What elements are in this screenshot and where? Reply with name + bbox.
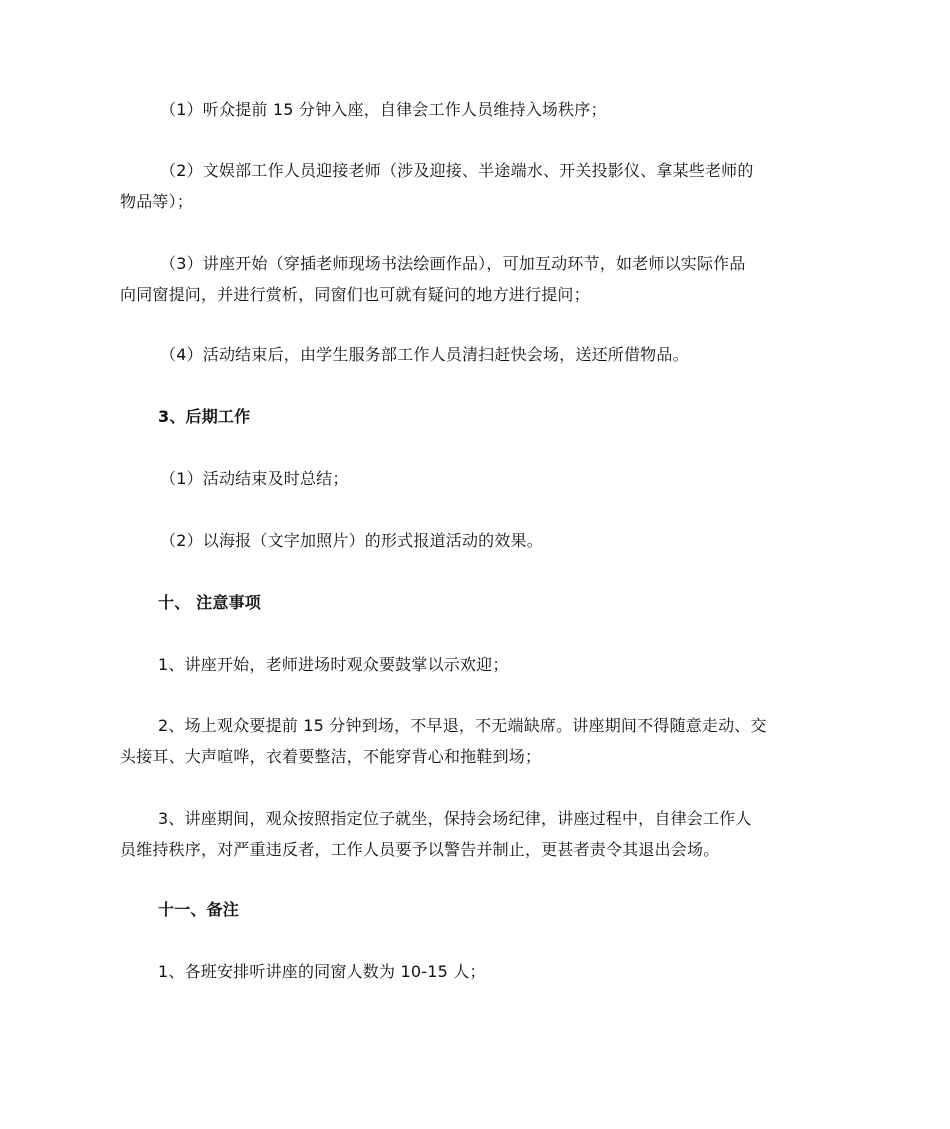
post-item-1-line: （1）活动结束及时总结； <box>160 469 349 488</box>
item-4-line: （4）活动结束后，由学生服务部工作人员清扫赶快会场，送还所借物品。 <box>160 345 689 364</box>
item-1-line: （1）听众提前 15 分钟入座，自律会工作人员维持入场秩序； <box>160 100 607 119</box>
remarks-item-1-line: 1、各班安排听讲座的同窗人数为 10-15 人； <box>158 962 486 981</box>
item-3-line-2: 向同窗提问，并进行赏析，同窗们也可就有疑问的地方进行提问； <box>120 285 590 304</box>
section-heading-notes: 十、 注意事项 <box>158 593 261 612</box>
notes-item-2-line-1: 2、场上观众要提前 15 分钟到场，不早退，不无端缺席。讲座期间不得随意走动、交 <box>158 716 767 735</box>
post-item-2-line: （2）以海报（文字加照片）的形式报道活动的效果。 <box>160 531 543 550</box>
section-heading-post-work: 3、后期工作 <box>158 407 251 426</box>
notes-item-1-line: 1、讲座开始，老师进场时观众要鼓掌以示欢迎； <box>158 655 509 674</box>
notes-item-3-line-1: 3、讲座期间，观众按照指定位子就坐，保持会场纪律，讲座过程中，自律会工作人 <box>158 809 752 828</box>
item-3-line-1: （3）讲座开始（穿插老师现场书法绘画作品），可加互动环节，如老师以实际作品 <box>160 254 746 273</box>
section-heading-remarks: 十一、备注 <box>158 900 240 919</box>
notes-item-3-line-2: 员维持秩序，对严重违反者，工作人员要予以警告并制止，更甚者责令其退出会场。 <box>120 840 720 859</box>
item-2-line-2: 物品等）； <box>120 192 194 211</box>
notes-item-2-line-2: 头接耳、大声喧哗，衣着要整洁，不能穿背心和拖鞋到场； <box>120 747 542 766</box>
item-2-line-1: （2）文娱部工作人员迎接老师（涉及迎接、半途端水、开关投影仪、拿某些老师的 <box>160 161 754 180</box>
